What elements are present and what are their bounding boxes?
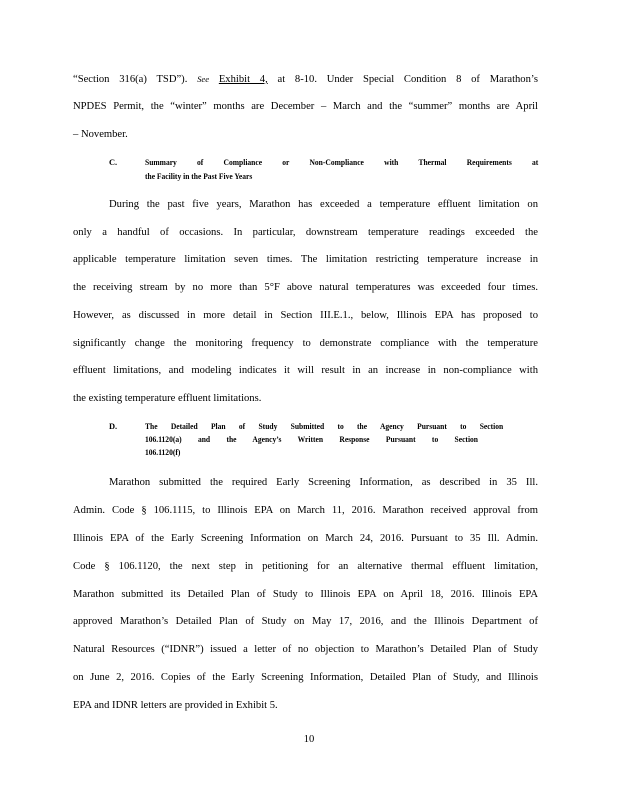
para2-line1: During the past five years, Marathon has exceeded a temperature effluent limitation on [109,199,538,210]
heading-d-line3: 106.1120(f) [145,448,181,457]
para3-line5: Marathon submitted its Detailed Plan of Study to Illinois EPA on April 18, 2016. Illinois EPA [73,589,538,600]
para2-line2: only a handful of occasions. In particular, downstream temperature readings exceeded the [73,227,538,238]
heading-c-line2: the Facility in the Past Five Years [145,172,253,181]
para2-line7: effluent limitations, and modeling indicates it will result in an increase in non-compliance with [73,365,538,376]
para2-line3: applicable temperature limitation seven times. The limitation restricting temperature increase in [73,254,538,265]
para3-line6: approved Marathon’s Detailed Plan of Study on May 17, 2016, and the Illinois Department of [73,616,538,627]
heading-c-letter: C. [109,158,118,167]
para2-line5: However, as discussed in more detail in Section III.E.1., below, Illinois EPA has proposed to [73,310,538,321]
para2-line8: the existing temperature effluent limitations. [73,393,262,404]
para2-line4: the receiving stream by no more than 5°F above natural temperatures was exceeded four times. [73,282,538,293]
para1-line3: – November. [73,129,128,140]
para1-line1 [73,72,538,87]
exhibit-4-reference[interactable]: Exhibit 4, [218,74,268,85]
heading-d-line1: The Detailed Plan of Study Submitted to the Agency Pursuant to Section [145,422,504,431]
para3-line2: Admin. Code § 106.1115, to Illinois EPA on March 11, 2016. Marathon received approval from [73,505,538,516]
para3-line3: Illinois EPA of the Early Screening Information on March 24, 2016. Pursuant to 35 Ill. Admin. [73,533,538,544]
para3-line9: EPA and IDNR letters are provided in Exhibit 5. [73,700,278,711]
para1-line1-post: at 8-10. Under Special Condition 8 of Marathon’s [277,74,538,85]
page-number: 10 [303,734,315,745]
para3-line4: Code § 106.1120, the next step in petitioning for an alternative thermal effluent limitation, [73,561,538,572]
para2-line6: significantly change the monitoring frequency to demonstrate compliance with the temperature [73,338,538,349]
para1-line1-pre: “Section 316(a) TSD”). [73,74,188,85]
para1-line2: NPDES Permit, the “winter” months are December – March and the “summer” months are April [73,101,538,112]
see-signal: See [197,74,210,84]
heading-d-letter: D. [109,422,118,431]
para3-line8: on June 2, 2016. Copies of the Early Screening Information, Detailed Plan of Study, and Illinois [73,672,538,683]
para3-line7: Natural Resources (“IDNR”) issued a letter of no objection to Marathon’s Detailed Plan of Study [73,644,538,655]
para3-line1: Marathon submitted the required Early Screening Information, as described in 35 Ill. [109,477,538,488]
heading-c-line1: Summary of Compliance or Non-Compliance with Thermal Requirements at [145,158,539,167]
heading-d-line2: 106.1120(a) and the Agency’s Written Response Pursuant to Section [145,435,478,444]
